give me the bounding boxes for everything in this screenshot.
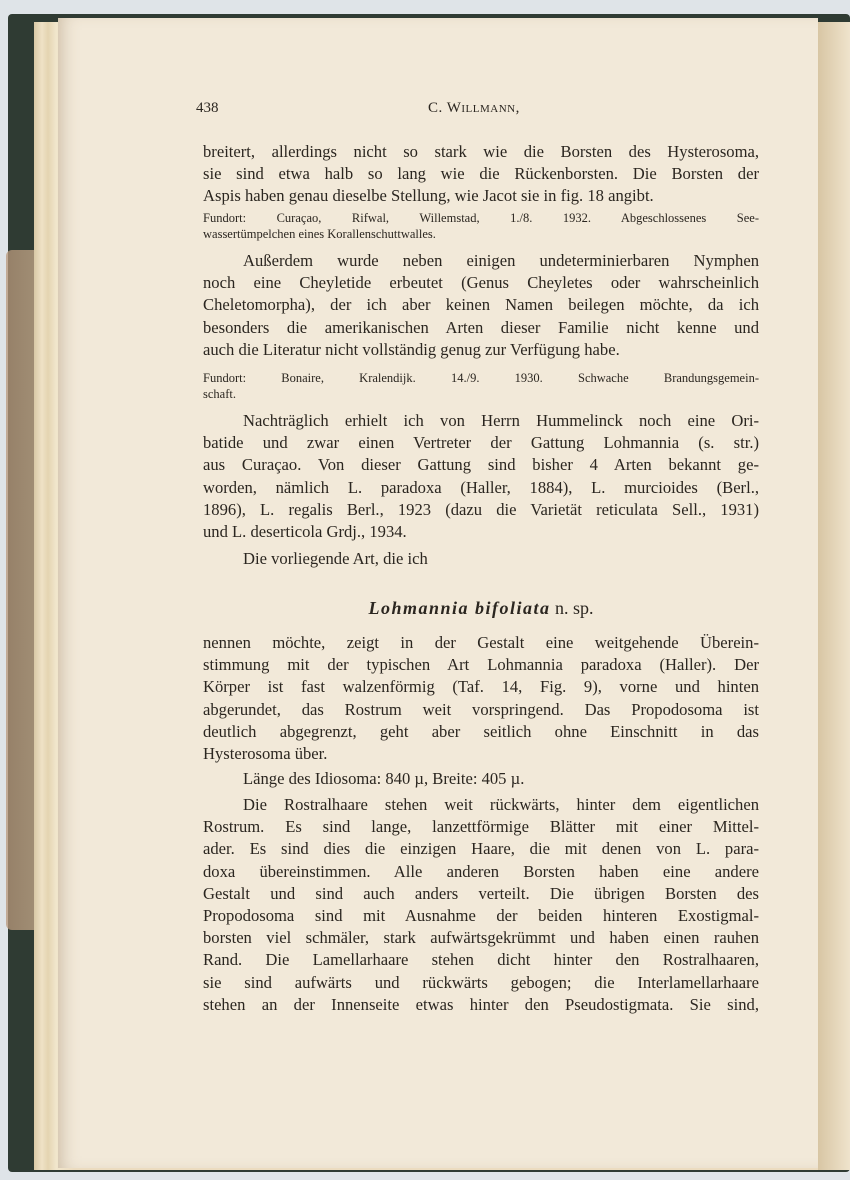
paragraph-1 — [203, 141, 759, 208]
text-line: sie sind etwa halb so lang wie die Rückenborsten. Die Borsten der — [203, 164, 759, 184]
text-line: und L. deserticola Grdj., 1934. — [203, 522, 407, 542]
text-line: Rand. Die Lamellarhaare stehen dicht hinter den Rostralhaaren, — [203, 950, 759, 970]
paragraph-7 — [203, 794, 759, 1016]
text-line: Körper ist fast walzenförmig (Taf. 14, Fig. 9), vorne und hinten — [203, 677, 759, 697]
species-heading — [203, 598, 759, 619]
paragraph-6 — [203, 768, 759, 790]
text-line: Die Rostralhaare stehen weit rückwärts, hinter dem eigentlichen — [243, 795, 759, 814]
species-suffix: n. sp. — [555, 598, 594, 618]
text-line: stimmung mit der typischen Art Lohmannia paradoxa (Haller). Der — [203, 655, 759, 675]
text-line: wassertümpelchen eines Korallenschuttwalles. — [203, 227, 436, 241]
text-line: auch die Literatur nicht vollständig genug zur Verfügung habe. — [203, 339, 620, 359]
text-line: Rostrum. Es sind lange, lanzettförmige Blätter mit einer Mittel- — [203, 817, 759, 837]
text-line: Gestalt und sind auch anders verteilt. Die übrigen Borsten des — [203, 883, 759, 903]
text-line: doxa übereinstimmen. Alle anderen Borsten haben eine andere — [203, 861, 759, 881]
text-line: Nachträglich erhielt ich von Herrn Hummelinck noch eine Ori- — [243, 411, 759, 430]
text-line: worden, nämlich L. paradoxa (Haller, 1884), L. murcioides (Berl., — [203, 477, 759, 497]
text-line: schaft. — [203, 387, 236, 401]
text-line: abgerundet, das Rostrum weit vorspringend. Das Propodosoma ist — [203, 699, 759, 719]
fundort-note-1 — [203, 210, 759, 242]
text-line: 1896), L. regalis Berl., 1923 (dazu die Varietät reticulata Sell., 1931) — [203, 499, 759, 519]
text-line: deutlich abgegrenzt, geht aber seitlich ohne Einschnitt in das — [203, 721, 759, 741]
paragraph-3 — [203, 410, 759, 543]
text-line: borsten viel schmäler, stark aufwärtsgekrümmt und haben einen rauhen — [203, 928, 759, 948]
species-name: Lohmannia bifoliata — [368, 598, 551, 618]
text-line: Hysterosoma über. — [203, 744, 328, 764]
text-line: Länge des Idiosoma: 840 µ, Breite: 405 µ. — [243, 769, 525, 788]
text-line: aus Curaçao. Von dieser Gattung sind bisher 4 Arten bekannt ge- — [203, 455, 759, 475]
page-number: 438 — [196, 100, 219, 116]
text-line: Cheletomorpha), der ich aber keinen Namen beilegen möchte, da ich — [203, 295, 759, 315]
text-line: ader. Es sind dies die einzigen Haare, die mit denen von L. para- — [203, 839, 759, 859]
paragraph-5 — [203, 632, 759, 765]
paragraph-4 — [203, 548, 759, 570]
page-header — [196, 100, 756, 124]
text-line: Außerdem wurde neben einigen undeterminierbaren Nymphen — [243, 251, 759, 270]
running-head: C. Willmann, — [428, 100, 520, 116]
text-line: Propodosoma sind mit Ausnahme der beiden hinteren Exostigmal- — [203, 906, 759, 926]
text-line: stehen an der Innenseite etwas hinter den Pseudostigmata. Sie sind, — [203, 994, 759, 1014]
text-line: sie sind aufwärts und rückwärts gebogen; die Interlamellarhaare — [203, 972, 759, 992]
next-page-edge — [818, 22, 850, 1170]
text-line: Die vorliegende Art, die ich — [243, 549, 428, 568]
text-line: batide und zwar einen Vertreter der Gattung Lohmannia (s. str.) — [203, 433, 759, 453]
text-line: nennen möchte, zeigt in der Gestalt eine weitgehende Überein- — [203, 633, 759, 652]
text-line: Fundort: Bonaire, Kralendijk. 14./9. 1930. Schwache Brandungsgemein- — [203, 371, 759, 385]
text-line: Fundort: Curaçao, Rifwal, Willemstad, 1./8. 1932. Abgeschlossenes See- — [203, 211, 759, 225]
text-line: breitert, allerdings nicht so stark wie die Borsten des Hysterosoma, — [203, 142, 759, 161]
fundort-note-2 — [203, 370, 759, 402]
text-line: Aspis haben genau dieselbe Stellung, wie Jacot sie in fig. 18 angibt. — [203, 186, 654, 206]
text-line: noch eine Cheyletide erbeutet (Genus Cheyletes oder wahrscheinlich — [203, 273, 759, 293]
paragraph-2 — [203, 250, 759, 361]
text-line: besonders die amerikanischen Arten dieser Familie nicht kenne und — [203, 317, 759, 337]
